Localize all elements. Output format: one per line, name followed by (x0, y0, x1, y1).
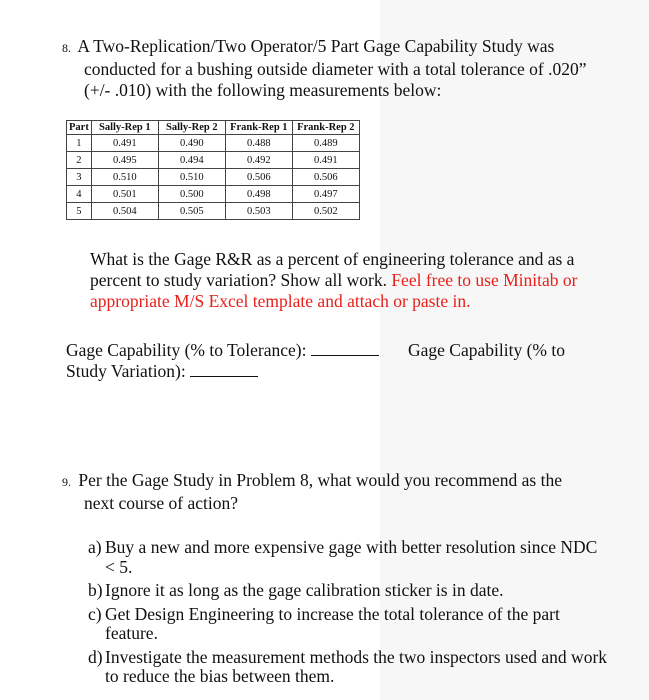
gage-capability-tolerance-label: Gage Capability (% to Tolerance): (66, 340, 307, 360)
question-9-number: 9. (62, 475, 71, 489)
column-header-frank-rep-2: Frank-Rep 2 (292, 121, 359, 135)
table-cell: 0.490 (158, 135, 225, 152)
table-cell: 0.488 (225, 135, 292, 152)
table-row (67, 135, 360, 152)
question-8-line-1: A Two-Replication/Two Operator/5 Part Gage Capability Study was (77, 36, 555, 56)
gage-capability-variation-blank[interactable] (190, 362, 258, 377)
table-cell: 5 (67, 203, 92, 220)
question-8-heading (62, 36, 622, 101)
question-9-options (88, 538, 608, 691)
column-header-frank-rep-1: Frank-Rep 1 (225, 121, 292, 135)
column-header-sally-rep-2: Sally-Rep 2 (158, 121, 225, 135)
question-8-line-3: (+/- .010) with the following measurements below: (84, 80, 442, 100)
question-9-line-1: Per the Gage Study in Problem 8, what would you recommend as the (78, 470, 562, 490)
column-header-sally-rep-1: Sally-Rep 1 (91, 121, 158, 135)
question-8-prompt (90, 249, 630, 312)
table-row (67, 169, 360, 186)
table-cell: 0.491 (91, 135, 158, 152)
option-label: a) (88, 537, 102, 557)
table-cell: 4 (67, 186, 92, 203)
question-8-number: 8. (62, 41, 71, 55)
table-cell: 0.505 (158, 203, 225, 220)
option-label: c) (88, 603, 102, 624)
gage-capability-variation-label-a: Gage Capability (% to (408, 340, 565, 360)
option-c (88, 605, 608, 644)
option-d (88, 648, 608, 687)
table-cell: 0.504 (91, 203, 158, 220)
option-text: Ignore it as long as the gage calibration sticker is in date. (105, 580, 504, 600)
option-a (88, 538, 608, 577)
option-text: Buy a new and more expensive gage with better resolution since NDC < 5. (105, 537, 598, 577)
gage-capability-tolerance-blank[interactable] (311, 341, 379, 356)
table-cell: 0.494 (158, 152, 225, 169)
option-label: d) (88, 646, 103, 667)
measurements-table (66, 120, 360, 220)
question-9-heading (62, 470, 622, 514)
table-cell: 0.510 (158, 169, 225, 186)
question-8-line-2: conducted for a bushing outside diameter with a total tolerance of .020” (84, 59, 587, 79)
table-row (67, 203, 360, 220)
question-9-line-2: next course of action? (84, 493, 239, 513)
table-cell: 3 (67, 169, 92, 186)
option-label: b) (88, 580, 103, 600)
table-cell: 1 (67, 135, 92, 152)
option-text: Get Design Engineering to increase the total tolerance of the part feature. (105, 603, 560, 643)
table-row (67, 152, 360, 169)
table-cell: 0.503 (225, 203, 292, 220)
table-cell: 0.491 (292, 152, 359, 169)
table-cell: 0.502 (292, 203, 359, 220)
table-cell: 2 (67, 152, 92, 169)
table-cell: 0.498 (225, 186, 292, 203)
table-cell: 0.500 (158, 186, 225, 203)
table-cell: 0.497 (292, 186, 359, 203)
table-row (67, 186, 360, 203)
gage-capability-variation-label-b: Study Variation): (66, 361, 186, 381)
table-cell: 0.501 (91, 186, 158, 203)
table-cell: 0.506 (225, 169, 292, 186)
gage-capability-tolerance (66, 340, 379, 382)
table-cell: 0.492 (225, 152, 292, 169)
table-cell: 0.495 (91, 152, 158, 169)
column-header-part: Part (67, 121, 92, 135)
table-cell: 0.489 (292, 135, 359, 152)
table-header-row (67, 121, 360, 135)
table-cell: 0.506 (292, 169, 359, 186)
question-8-prompt-note: Feel free to use Minitab or appropriate M/S Excel template and attach or paste in. (90, 270, 578, 311)
question-8-prompt-text: What is the Gage R&R as a percent of engineering tolerance and as a percent to study variation? Show all work. (90, 249, 575, 290)
option-text: Investigate the measurement methods the two inspectors used and work to reduce the bias between them. (105, 646, 608, 686)
table-cell: 0.510 (91, 169, 158, 186)
option-b (88, 581, 608, 601)
